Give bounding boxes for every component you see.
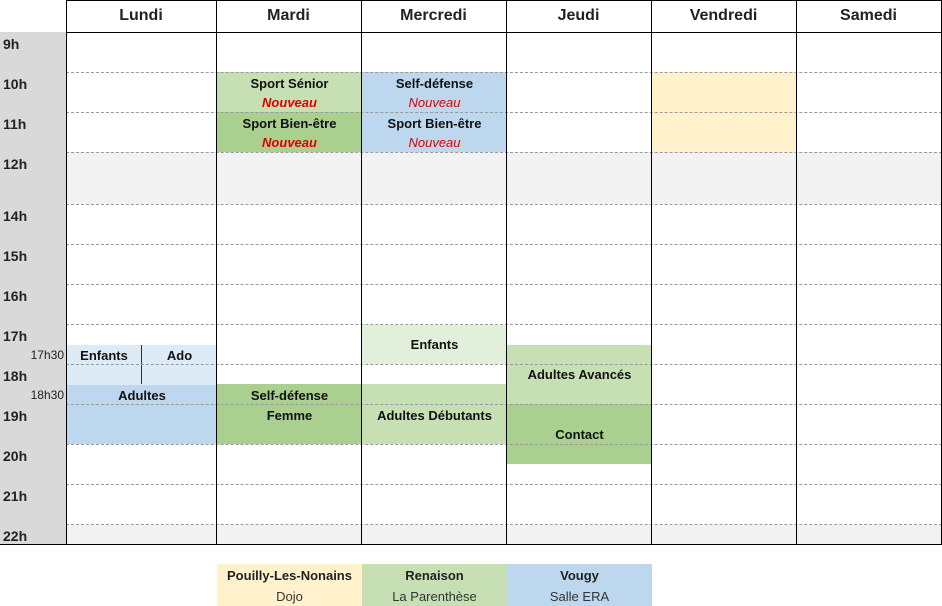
hour-label: 12h xyxy=(3,156,28,172)
legend-vougy xyxy=(507,564,652,606)
legend-place: Dojo xyxy=(276,589,303,604)
nouveau-tag: Nouveau xyxy=(262,95,317,110)
header-bottom-border xyxy=(66,32,942,33)
event-mardi-self-defense-femme[interactable] xyxy=(217,384,362,444)
day-header-mercredi: Mercredi xyxy=(400,7,467,24)
legend-pouilly xyxy=(217,564,362,606)
hour-label: 10h xyxy=(3,76,28,92)
event-title: Enfants xyxy=(410,337,459,352)
day-header-vendredi: Vendredi xyxy=(689,7,758,24)
event-title: Sport Sénior xyxy=(250,76,329,91)
hour-label: 19h xyxy=(3,408,28,424)
gridline xyxy=(66,524,942,525)
event-mercredi-adultes-debutants[interactable] xyxy=(362,384,507,444)
gridline xyxy=(66,324,942,325)
gridline xyxy=(66,204,942,205)
gridline xyxy=(66,404,942,405)
gridline xyxy=(66,152,942,153)
hour-label: 17h xyxy=(3,328,28,344)
event-jeudi-contact[interactable] xyxy=(507,404,652,464)
column-line xyxy=(506,0,507,545)
nouveau-tag: Nouveau xyxy=(408,135,461,150)
sub-time-label: 17h30 xyxy=(30,348,64,362)
event-title: Adultes Avancés xyxy=(527,367,632,382)
column-line xyxy=(361,0,362,545)
gridline xyxy=(66,364,942,365)
gridline xyxy=(66,484,942,485)
hour-label: 9h xyxy=(3,36,20,52)
legend-renaison xyxy=(362,564,507,606)
hour-label: 21h xyxy=(3,488,28,504)
hour-label: 22h xyxy=(3,528,28,544)
sub-time-label: 18h30 xyxy=(30,388,64,402)
event-mardi-sport-bien-etre[interactable] xyxy=(217,112,362,152)
event-title: Adultes Débutants xyxy=(377,408,492,423)
bottom-border xyxy=(0,544,942,545)
gridline xyxy=(66,284,942,285)
hour-label: 15h xyxy=(3,248,28,264)
event-mardi-sport-senior[interactable] xyxy=(217,72,362,112)
hour-label: 18h xyxy=(3,368,28,384)
legend-name: Renaison xyxy=(405,568,464,583)
last-row-band xyxy=(66,525,942,545)
event-lundi-adultes[interactable] xyxy=(67,385,217,444)
event-mercredi-sport-bien-etre[interactable] xyxy=(362,112,507,152)
event-title: Sport Bien-être xyxy=(387,116,482,131)
gridline xyxy=(66,244,942,245)
nouveau-tag: Nouveau xyxy=(262,135,317,150)
day-header-mardi: Mardi xyxy=(267,7,310,24)
nouveau-tag: Nouveau xyxy=(408,95,461,110)
event-title: Contact xyxy=(555,427,604,442)
hour-label: 20h xyxy=(3,448,28,464)
day-header-samedi: Samedi xyxy=(840,7,897,24)
hour-label: 11h xyxy=(3,116,27,132)
event-mercredi-self-defense[interactable] xyxy=(362,72,507,112)
event-mercredi-enfants[interactable] xyxy=(362,325,507,364)
legend-name: Vougy xyxy=(560,568,599,583)
event-title: Self-défense xyxy=(395,76,474,91)
legend-place: Salle ERA xyxy=(549,589,610,604)
event-title: Sport Bien-être xyxy=(242,116,337,131)
gridline xyxy=(66,72,942,73)
event-lundi-enfants[interactable]: Enfants xyxy=(80,348,128,363)
event-title-line2: Femme xyxy=(266,408,313,423)
column-line xyxy=(66,0,67,545)
gridline xyxy=(66,112,942,113)
hour-label: 14h xyxy=(3,208,28,224)
column-line xyxy=(796,0,797,545)
event-jeudi-adultes-avances[interactable] xyxy=(507,345,652,404)
event-lundi-ado[interactable]: Ado xyxy=(166,348,193,363)
legend-place: La Parenthèse xyxy=(392,589,477,604)
event-title: Adultes xyxy=(118,388,166,403)
column-line xyxy=(216,0,217,545)
column-line xyxy=(651,0,652,545)
day-header-jeudi: Jeudi xyxy=(557,7,600,24)
lunch-row xyxy=(66,152,942,204)
hour-label: 16h xyxy=(3,288,28,304)
day-header-lundi: Lundi xyxy=(119,7,163,24)
legend-name: Pouilly-Les-Nonains xyxy=(227,568,352,583)
gridline xyxy=(66,444,942,445)
corner-cell xyxy=(0,0,66,32)
event-title-line1: Self-défense xyxy=(250,388,329,403)
